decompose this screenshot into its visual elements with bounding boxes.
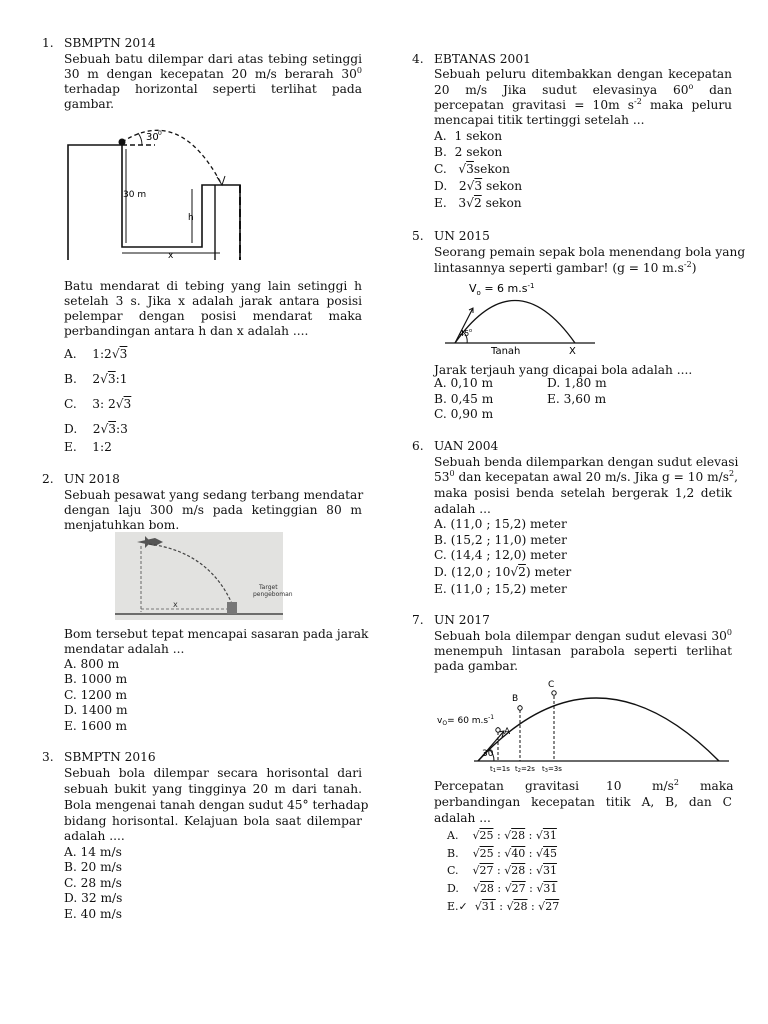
- option-a: A. (11,0 ; 15,2) meter: [434, 517, 567, 531]
- question-source: SBMPTN 2014: [64, 36, 156, 50]
- question-text: Seorang pemain sepak bola menendang bola yang: [434, 245, 746, 259]
- question-source: EBTANAS 2001: [434, 52, 531, 66]
- option-d: D. √28 : √27 : √31: [447, 882, 558, 895]
- question-text: pelempar dengan posisi mendarat maka: [64, 309, 362, 323]
- question-text: mencapai titik tertinggi setelah ...: [434, 113, 645, 127]
- option-a: A. 0,10 m: [434, 376, 494, 390]
- question-text: percepatan gravitasi = 10m $s^{-2}$ maka peluru: [434, 96, 732, 112]
- angle-label: 30: [146, 132, 159, 143]
- option-a: A. 14 m/s: [64, 845, 122, 859]
- question-number: 7.: [412, 613, 424, 627]
- option-b: B. √25 : √40 : √45: [447, 847, 558, 860]
- option-b: B. (15,2 ; 11,0) meter: [434, 533, 567, 547]
- question-source: UN 2018: [64, 472, 120, 486]
- question-text: sebuah bukit yang tingginya 20 m dari tanah.: [64, 782, 362, 796]
- parabola-velocity-figure: [434, 675, 734, 775]
- ground-label: Tanah: [491, 346, 521, 357]
- question-text: Sebuah bola dilempar secara horisontal dari: [64, 766, 362, 780]
- option-a: A. √25 : √28 : √31: [447, 829, 557, 842]
- question-number: 5.: [412, 229, 424, 243]
- question-text: $53^0$ dan kecepatan awal 20 m/s. Jika g = 10 $m/s^2$,: [434, 468, 738, 484]
- option-a: A. 800 m: [64, 657, 120, 671]
- question-number: 2.: [42, 472, 54, 486]
- angle-label: 45: [459, 329, 470, 338]
- option-c: C. 1200 m: [64, 688, 128, 702]
- cliff-height-label: 30 m: [123, 190, 147, 200]
- question-text: Percepatan: [434, 779, 504, 793]
- question-text: maka posisi benda setelah bergerak 1,2 detik: [434, 486, 732, 500]
- question-text: 20 m/s Jika sudut elevasinya 60$^o$ dan: [434, 81, 732, 97]
- question-number: 4.: [412, 52, 424, 66]
- question-text: adalah ...: [434, 502, 491, 516]
- option-c: C. √27 : √28 : √31: [447, 864, 557, 877]
- question-text: Jarak terjauh yang dicapai bola adalah ....: [434, 363, 693, 377]
- option-c: C. 3: 2√3: [64, 397, 132, 411]
- option-b: B. 1000 m: [64, 672, 128, 686]
- option-e: E.✓ √31 : √28 : √27: [447, 900, 560, 913]
- question-text: gambar.: [64, 97, 115, 111]
- time-t3-label: t3=3s: [542, 765, 562, 774]
- option-e: E. 3,60 m: [547, 392, 607, 406]
- question-text: Bom tersebut tepat mencapai sasaran pada jarak: [64, 627, 369, 641]
- option-e: E. 3√2 sekon: [434, 196, 522, 210]
- option-c: C. √3sekon: [434, 162, 510, 176]
- point-c-label: C: [548, 680, 555, 690]
- question-source: SBMPTN 2016: [64, 750, 156, 764]
- distance-x-label: x: [168, 251, 174, 261]
- question-text: Sebuah batu dilempar dari atas tebing setinggi: [64, 52, 362, 66]
- question-text: bidang horisontal. Kelajuan bola saat dilempar: [64, 814, 362, 828]
- checkmark-icon: ✓: [458, 900, 468, 913]
- question-number: 1.: [42, 36, 54, 50]
- height-h-label: h: [188, 213, 194, 223]
- question-text: Sebuah pesawat yang sedang terbang mendatar: [64, 488, 364, 502]
- question-text: perbandingan kecepatan titik A, B, dan C: [434, 795, 732, 809]
- question-text: perbandingan antara h dan x adalah ....: [64, 324, 309, 338]
- question-text: Sebuah peluru ditembakkan dengan kecepatan: [434, 67, 732, 81]
- option-c: C. 28 m/s: [64, 876, 122, 890]
- point-b-label: B: [512, 694, 519, 704]
- question-source: UAN 2004: [434, 439, 499, 453]
- question-text: Bola mengenai tanah dengan sudut 45° terhadap: [64, 798, 369, 812]
- question-source: UN 2015: [434, 229, 490, 243]
- option-b: B. 20 m/s: [64, 860, 123, 874]
- option-b: B. 2√3:1: [64, 372, 128, 386]
- question-number: 3.: [42, 750, 54, 764]
- question-text: 30 m dengan kecepatan 20 m/s berarah $30^0$: [64, 65, 362, 81]
- time-t2-label: t2=2s: [515, 765, 535, 774]
- distance-x-label: x: [173, 600, 178, 609]
- point-a-label: A: [504, 727, 511, 737]
- question-text: $m/s^2$: [652, 777, 680, 793]
- time-t1-label: t1=1s: [490, 765, 510, 774]
- question-text: Sebuah bola dilempar dengan sudut elevasi $30^0$: [434, 627, 732, 643]
- question-text: menjatuhkan bom.: [64, 518, 180, 532]
- question-text: gravitasi: [525, 779, 579, 793]
- option-c: C. (14,4 ; 12,0) meter: [434, 548, 567, 562]
- bomb-drop-figure: [115, 532, 293, 620]
- question-text: maka: [700, 779, 734, 793]
- angle-degree: 0: [158, 130, 162, 137]
- option-a: A. 1:2√3: [64, 347, 128, 361]
- option-d: D. 1400 m: [64, 703, 128, 717]
- kick-trajectory-figure: [445, 278, 595, 358]
- option-a: A. 1 sekon: [434, 129, 503, 143]
- option-d: D. 1,80 m: [547, 376, 607, 390]
- distance-x-label: X: [569, 346, 576, 357]
- angle-degree: o: [469, 328, 473, 334]
- velocity-label: $v_O= 60$ $m.s^{-1}$: [437, 714, 495, 727]
- question-text: Sebuah benda dilemparkan dengan sudut elevasi: [434, 455, 739, 469]
- velocity-label: $V_o = 6$ $m.s^{-1}$: [469, 282, 535, 297]
- option-d: D. 2√3:3: [64, 422, 128, 436]
- option-d: D. (12,0 ; 10√2) meter: [434, 565, 572, 579]
- option-d: D. 32 m/s: [64, 891, 123, 905]
- question-source: UN 2017: [434, 613, 490, 627]
- question-text: lintasannya seperti gambar! (g = 10 $m.s^{-2}$): [434, 259, 697, 275]
- question-text: Batu mendarat di tebing yang lain setinggi h: [64, 279, 362, 293]
- question-text: mendatar adalah ...: [64, 642, 185, 656]
- option-c: C. 0,90 m: [434, 407, 494, 421]
- question-number: 6.: [412, 439, 424, 453]
- option-e: E. 40 m/s: [64, 907, 122, 921]
- question-text: setelah 3 s. Jika x adalah jarak antara posisi: [64, 294, 362, 308]
- question-text: 10: [606, 779, 622, 793]
- target-label-2: pengeboman: [253, 591, 293, 598]
- question-text: adalah ....: [64, 829, 125, 843]
- angle-label: 30: [482, 749, 494, 759]
- option-e: E. 1:2: [64, 440, 112, 454]
- cliff-projectile-figure: [60, 125, 260, 265]
- target-label: Target: [259, 584, 278, 591]
- option-e: E. (11,0 ; 15,2) meter: [434, 582, 567, 596]
- option-b: B. 2 sekon: [434, 145, 503, 159]
- option-e: E. 1600 m: [64, 719, 128, 733]
- question-text: terhadap horizontal seperti terlihat pada: [64, 82, 362, 96]
- question-text: dengan laju 300 m/s pada ketinggian 80 m: [64, 503, 362, 517]
- option-d: D. 2√3 sekon: [434, 179, 523, 193]
- option-b: B. 0,45 m: [434, 392, 494, 406]
- question-text: menempuh lintasan parabola seperti terlihat: [434, 644, 732, 658]
- question-text: pada gambar.: [434, 659, 519, 673]
- question-text: adalah ...: [434, 811, 491, 825]
